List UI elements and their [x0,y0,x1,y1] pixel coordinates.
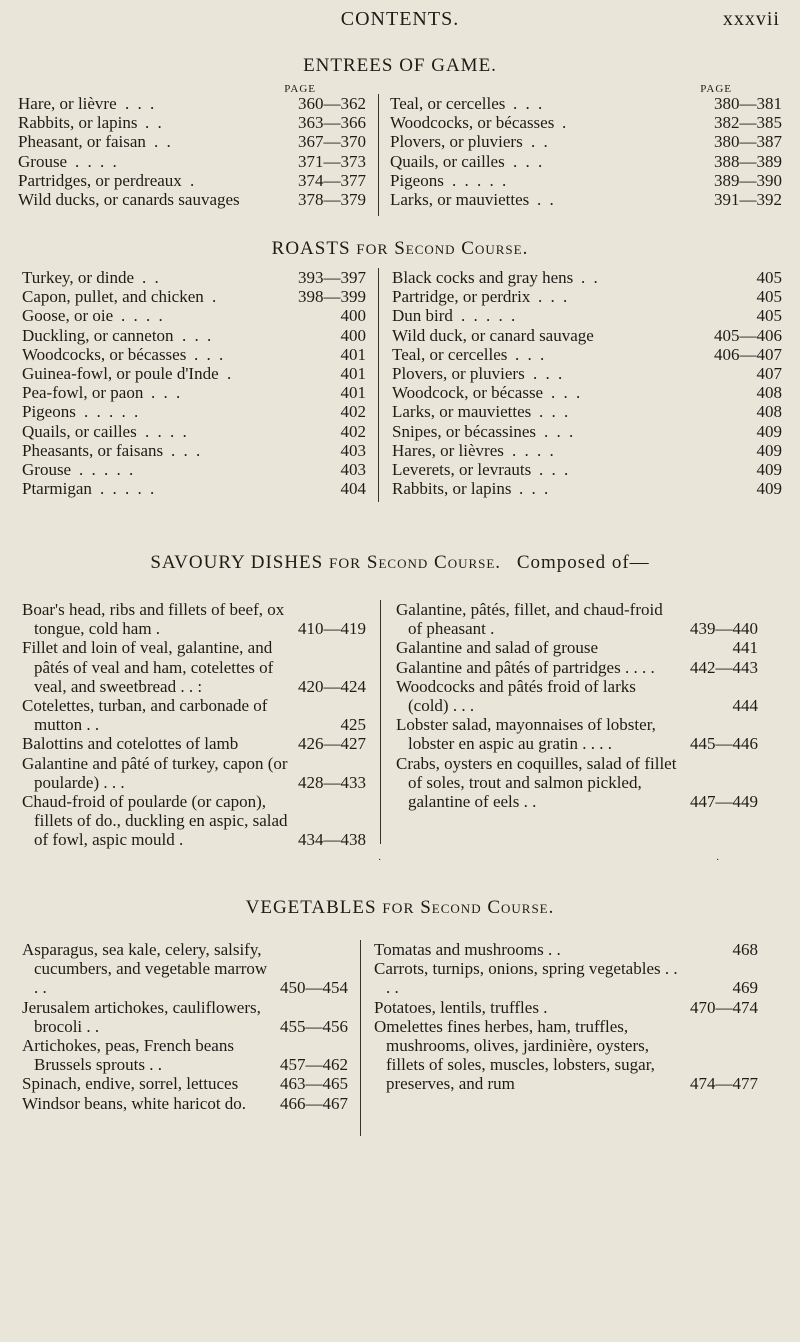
index-entry [390,152,782,171]
entry-leader-dots: . . . . . [461,306,518,326]
entry-pages: 469 [732,978,758,998]
index-entry [18,190,366,209]
entry-pages: 406—407 [714,344,782,364]
heading-for: FOR [328,556,362,572]
index-entry [392,460,782,479]
entry-pages: 382—385 [714,113,782,133]
index-entry [22,268,366,287]
entry-label: Plovers, or pluviers [392,363,525,383]
entry-leader-dots: . [212,287,219,307]
print-mark: · [378,855,382,866]
entry-leader-dots: . . . [539,459,571,479]
entry-pages: 405 [756,287,782,307]
entry-pages: 468 [732,940,758,959]
entry-pages: 470—474 [690,997,758,1017]
entry-label: Artichokes, peas, French beans Brussels sprouts . . [22,1036,234,1075]
entry-leader-dots: . . [531,132,550,152]
index-entry [392,287,782,306]
entry-leader-dots: . . . [544,421,576,441]
entry-label: Guinea-fowl, or poule d'Inde [22,363,219,383]
entry-pages: 401 [340,344,366,364]
entry-leader-dots: . . . [538,287,570,307]
page-title: CONTENTS. [340,8,460,30]
heading-main: VEGETABLES [245,897,377,918]
entry-label: Duckling, or canneton [22,325,174,345]
index-entry [22,1074,348,1093]
entry-label: Crabs, oysters en coquilles, salad of fillet of soles, trout and salmon pickled, galantine of eels . . [396,753,677,812]
entry-leader-dots: . . . [171,440,203,460]
entry-pages: 409 [756,440,782,460]
entry-leader-dots: . . . [515,344,547,364]
entry-label: Carrots, turnips, onions, spring vegetables . . . . [374,959,678,998]
entry-pages: 445—446 [690,734,758,754]
entry-label: Wild ducks, or canards sauvages [18,189,240,209]
entry-label: Wild duck, or canard sauvage [392,325,594,345]
entry-pages: 360—362 [298,94,366,113]
entry-label: Capon, pullet, and chicken [22,287,204,307]
entry-pages: 447—449 [690,792,758,812]
index-entry [392,326,782,345]
index-entry [22,287,366,306]
index-entry [390,190,782,209]
index-entry [396,715,758,753]
heading-sub: Second Course. [420,897,555,918]
entry-label: Woodcocks, or bécasses [390,113,555,133]
column-rule [378,268,379,502]
entry-label: Omelettes fines herbes, ham, truffles, mushrooms, olives, jardinière, oysters, fillets of soles, muscles, lobsters, sugar, preserves, and rum [374,1016,655,1094]
index-entry [392,402,782,421]
entry-label: Spinach, endive, sorrel, lettuces [22,1074,239,1094]
entry-label: Galantine and salad of grouse [396,638,599,658]
entry-label: Lobster salad, mayonnaises of lobster, lobster en aspic au gratin . . . . [396,715,656,754]
index-entry [392,364,782,383]
heading-sub: Second Course. [394,238,529,259]
entry-label: Cotelettes, turban, and carbonade of mutton . . [22,696,268,735]
entry-label: Turkey, or dinde [22,268,135,287]
entry-pages: 380—387 [714,132,782,152]
entry-leader-dots: . . . . [512,440,556,460]
index-entry [22,1094,348,1113]
entry-label: Ptarmigan [22,479,92,499]
heading-main: SAVOURY DISHES [150,552,324,573]
entry-label: Galantine and pâté of turkey, capon (or poularde) . . . [22,753,288,792]
entrees-left-column [18,80,366,209]
entry-label: Grouse [18,151,68,171]
entry-pages: 371—373 [298,151,366,171]
entry-pages: 389—390 [714,170,782,190]
index-entry [18,152,366,171]
entry-leader-dots: . . . [194,344,226,364]
roasts-right-column [392,268,782,498]
entry-leader-dots: . [562,113,569,133]
index-entry [396,600,758,638]
index-entry [396,754,758,812]
index-entry [22,306,366,325]
entry-pages: 402 [340,421,366,441]
entry-label: Pigeons [22,402,76,422]
column-rule [378,94,379,216]
index-entry [22,402,366,421]
entry-pages: 405 [756,306,782,326]
savoury-left-column [22,600,366,850]
index-entry [22,600,366,638]
entry-pages: 374—377 [298,170,366,190]
section-heading-roasts [0,238,800,260]
entry-leader-dots: . . . [182,325,214,345]
section-heading-vegetables [0,897,800,919]
entry-label: Larks, or mauviettes [392,402,532,422]
entry-leader-dots: . . [154,132,173,152]
index-entry [396,677,758,715]
savoury-right-column [396,600,758,811]
vegetables-left-column [22,940,348,1113]
entry-pages: 466—467 [280,1093,348,1113]
entry-label: Snipes, or bécassines [392,421,537,441]
entry-label: Black cocks and gray hens [392,268,574,287]
index-entry [22,422,366,441]
entry-leader-dots: . . . [533,363,565,383]
entry-pages: 367—370 [298,132,366,152]
index-entry [374,940,758,959]
index-entry [390,94,782,113]
entry-label: Hares, or lièvres [392,440,504,460]
entry-label: Pigeons [390,170,444,190]
section-heading-savoury [0,552,800,574]
index-entry [390,171,782,190]
entry-label: Galantine, pâtés, fillet, and chaud-froid of pheasant . [396,600,663,639]
entry-leader-dots: . . [142,268,161,287]
entry-label: Galantine and pâtés of partridges . . . . [396,657,655,677]
entry-leader-dots: . . . . . [452,170,509,190]
vegetables-right-column [374,940,758,1094]
entry-pages: 388—389 [714,151,782,171]
index-entry [22,479,366,498]
entry-label: Pea-fowl, or paon [22,383,144,403]
entry-label: Hare, or lièvre [18,94,117,113]
index-entry [392,268,782,287]
entry-label: Potatoes, lentils, truffles . [374,997,548,1017]
entry-pages: 409 [756,421,782,441]
entry-pages: 402 [340,402,366,422]
entry-pages: 425 [340,715,366,735]
entry-pages: 380—381 [714,94,782,113]
index-entry [22,345,366,364]
entry-leader-dots: . . . . . [84,402,141,422]
entry-leader-dots: . [190,170,197,190]
entry-leader-dots: . . . [551,383,583,403]
entry-leader-dots: . . . . . [79,459,136,479]
index-entry [392,345,782,364]
entry-label: Asparagus, sea kale, celery, salsify, cucumbers, and vegetable marrow . . [22,940,268,998]
entry-leader-dots: . . . [125,94,157,113]
entry-label: Woodcocks and pâtés froid of larks (cold) . . . [396,676,636,716]
entry-pages: 401 [340,363,366,383]
entry-label: Jerusalem artichokes, cauliflowers, brocoli . . [22,997,261,1036]
index-entry [22,754,366,792]
heading-tail: Composed of— [516,552,650,573]
index-entry [22,364,366,383]
index-entry [374,959,758,997]
index-entry [22,792,366,850]
entry-pages: 444 [732,696,758,716]
entry-pages: 408 [756,383,782,403]
entry-pages: 404 [340,479,366,499]
entry-pages: 378—379 [298,189,366,209]
entry-pages: 398—399 [298,287,366,307]
entry-label: Larks, or mauviettes [390,189,530,209]
entry-label: Balottins and cotelottes of lamb [22,734,239,754]
entry-pages: 457—462 [280,1055,348,1075]
entry-leader-dots: . . . [151,383,183,403]
index-entry [22,998,348,1036]
heading-for: FOR [382,901,415,917]
entry-pages: 474—477 [690,1074,758,1094]
page-column-label: PAGE [284,83,316,95]
page-folio: xxxvii [722,8,780,30]
heading-for: FOR [356,242,389,258]
entry-label: Rabbits, or lapins [392,479,512,499]
entry-pages: 408 [756,402,782,422]
entry-leader-dots: . [227,363,234,383]
column-rule [360,940,361,1136]
index-entry [22,638,366,696]
entry-pages: 434—438 [298,830,366,850]
entry-label: Windsor beans, white haricot do. [22,1093,247,1113]
entry-leader-dots: . . . [513,94,545,113]
entry-label: Grouse [22,459,72,479]
index-entry [374,998,758,1017]
entry-pages: 409 [756,479,782,499]
entry-label: Woodcock, or bécasse [392,383,544,403]
column-rule [380,600,381,844]
entrees-right-column [390,80,782,209]
page-column-label: PAGE [700,83,732,95]
print-mark: · [716,855,720,866]
entry-leader-dots: . . . [513,151,545,171]
entry-label: Goose, or oie [22,306,114,326]
section-heading-entrees: ENTREES OF GAME. [303,55,497,76]
entry-label: Tomatas and mushrooms . . [374,940,561,959]
entry-leader-dots: . . . . [121,306,165,326]
index-entry [392,383,782,402]
entry-label: Woodcocks, or bécasses [22,344,187,364]
entry-pages: 391—392 [714,189,782,209]
entry-pages: 463—465 [280,1074,348,1094]
entry-pages: 403 [340,440,366,460]
heading-main: ROASTS [271,238,351,259]
entry-pages: 405—406 [714,325,782,345]
entry-label: Teal, or cercelles [390,94,506,113]
index-entry [392,441,782,460]
index-entry [374,1017,758,1094]
entry-pages: 442—443 [690,657,758,677]
entry-pages: 400 [340,306,366,326]
index-entry [22,940,348,998]
index-entry [390,113,782,132]
entry-leader-dots: . . [581,268,600,287]
entry-label: Teal, or cercelles [392,344,508,364]
entry-leader-dots: . . . . [75,151,119,171]
index-entry [22,460,366,479]
entry-label: Plovers, or pluviers [390,132,523,152]
entry-pages: 363—366 [298,113,366,133]
entry-pages: 403 [340,459,366,479]
entry-leader-dots: . . . [539,402,571,422]
entry-pages: 401 [340,383,366,403]
index-entry [392,479,782,498]
entry-leader-dots: . . . . [145,421,189,441]
roasts-left-column [22,268,366,498]
index-entry [22,383,366,402]
entry-pages: 410—419 [298,619,366,639]
entry-pages: 428—433 [298,772,366,792]
index-entry [396,638,758,657]
heading-sub: Second Course. [366,552,502,573]
entry-pages: 407 [756,363,782,383]
entry-label: Pheasant, or faisan [18,132,146,152]
entry-label: Partridges, or perdreaux [18,170,182,190]
entry-label: Quails, or cailles [22,421,137,441]
index-entry [22,696,366,734]
index-entry [18,113,366,132]
entry-pages: 455—456 [280,1016,348,1036]
entry-label: Partridge, or perdrix [392,287,531,307]
entry-label: Fillet and loin of veal, galantine, and pâtés of veal and ham, cotelettes of veal, and sweetbread . . : [22,638,274,696]
entry-pages: 426—427 [298,734,366,754]
index-entry [392,422,782,441]
entry-leader-dots: . . [145,113,164,133]
entry-pages: 400 [340,325,366,345]
index-entry [18,132,366,151]
running-head [0,8,800,32]
entry-leader-dots: . . . [519,479,551,499]
entry-leader-dots: . . [537,189,556,209]
entry-label: Pheasants, or faisans [22,440,164,460]
index-entry [390,132,782,151]
entry-label: Boar's head, ribs and fillets of beef, ox tongue, cold ham . [22,600,285,639]
entry-pages: 393—397 [298,268,366,287]
entry-pages: 405 [756,268,782,287]
entry-label: Leverets, or levrauts [392,459,532,479]
entry-label: Chaud-froid of poularde (or capon), fillets of do., duckling en aspic, salad of fowl, aspic mould . [22,792,288,850]
entry-pages: 409 [756,459,782,479]
index-entry [396,658,758,677]
index-entry [18,171,366,190]
entry-pages: 450—454 [280,978,348,998]
entry-pages: 441 [732,638,758,658]
index-entry [18,94,366,113]
entry-label: Quails, or cailles [390,151,505,171]
index-entry [22,326,366,345]
entry-label: Rabbits, or lapins [18,113,138,133]
index-entry [22,1036,348,1074]
index-entry [22,734,366,753]
entry-pages: 439—440 [690,619,758,639]
entry-leader-dots: . . . . . [100,479,157,499]
index-entry [22,441,366,460]
entry-label: Dun bird [392,306,453,326]
entry-pages: 420—424 [298,676,366,696]
index-entry [392,306,782,325]
